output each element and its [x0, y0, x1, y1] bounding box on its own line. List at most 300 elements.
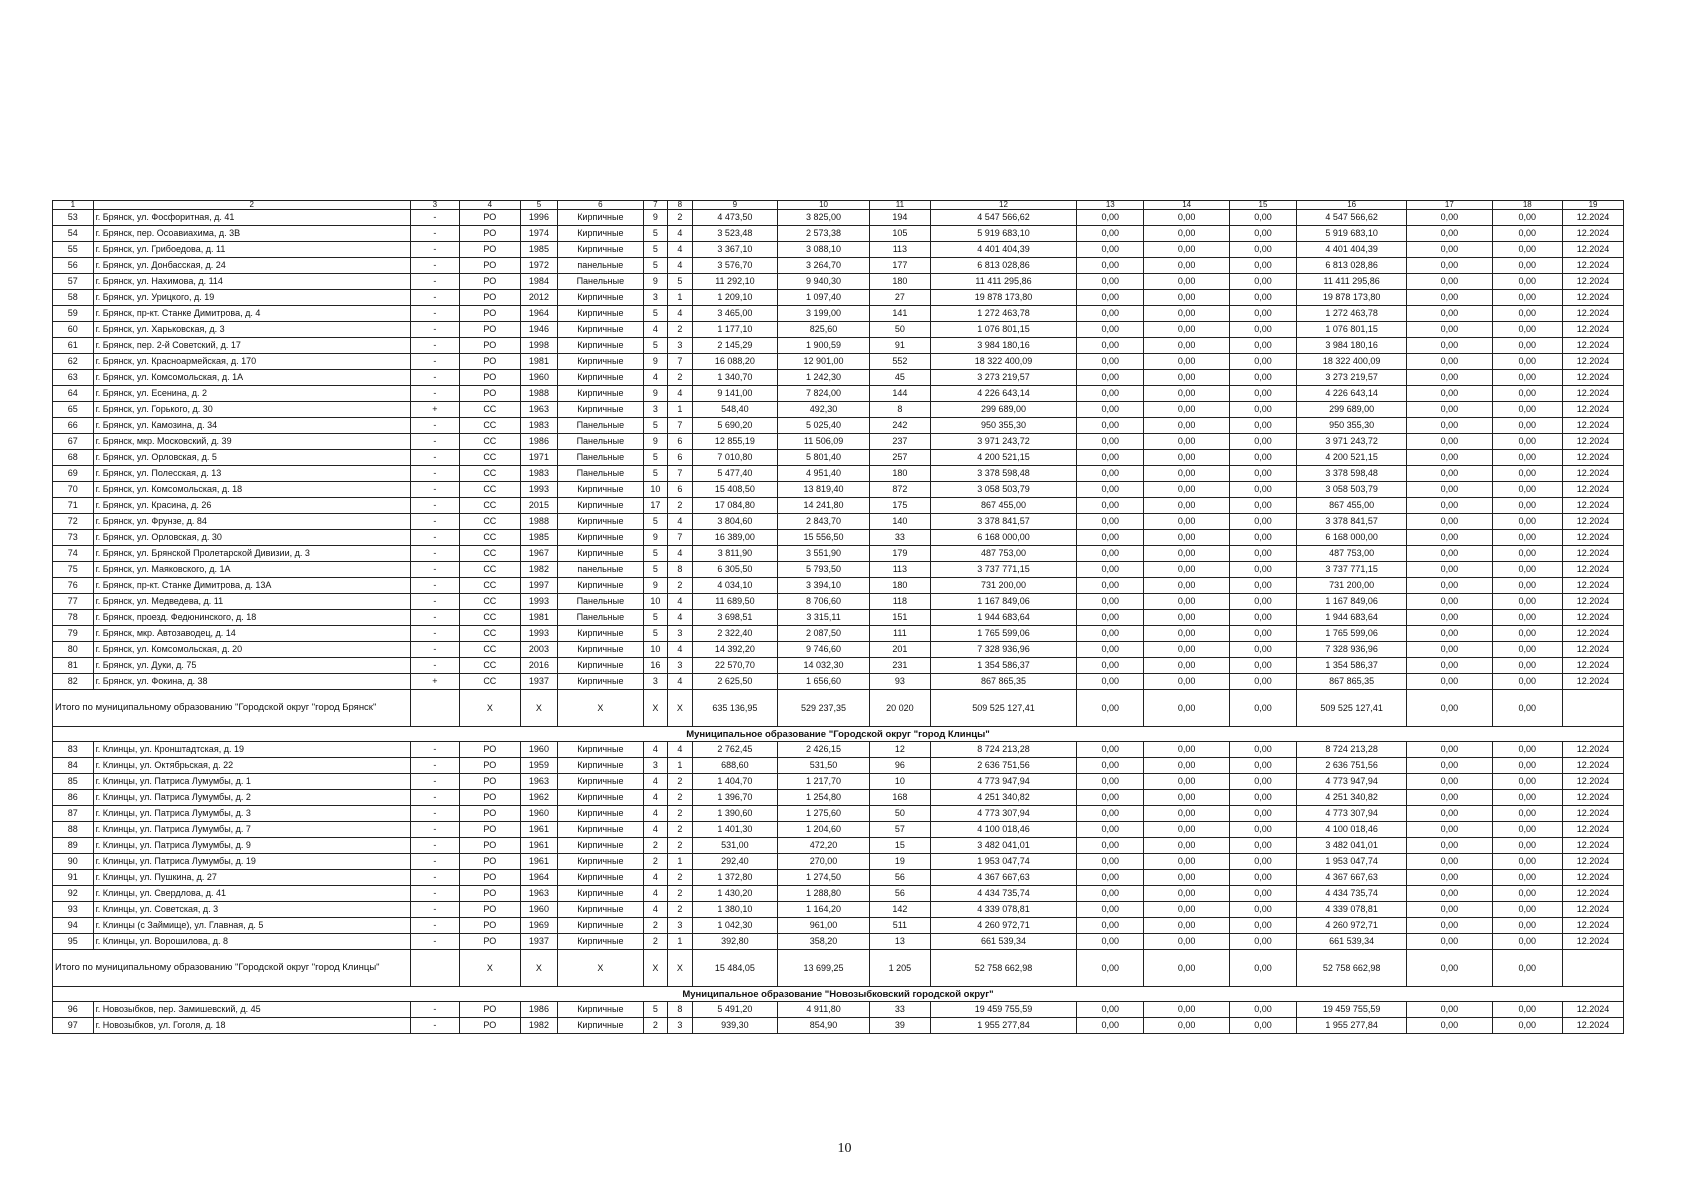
table-cell: 0,00	[1492, 354, 1562, 370]
table-cell: 1 254,80	[778, 790, 870, 806]
table-cell: 3 367,10	[692, 242, 777, 258]
address-cell: г. Клинцы, ул. Октябрьская, д. 22	[93, 758, 410, 774]
table-cell: 0,00	[1077, 546, 1144, 562]
table-cell: 4	[643, 370, 668, 386]
table-cell: 0,00	[1492, 578, 1562, 594]
table-cell: 6	[668, 482, 693, 498]
table-cell: 0,00	[1077, 418, 1144, 434]
table-cell: 0,00	[1229, 402, 1296, 418]
table-cell: 1993	[520, 482, 557, 498]
table-row	[53, 402, 1624, 418]
address-cell: г. Брянск, ул. Нахимова, д. 114	[93, 274, 410, 290]
table-cell: 2003	[520, 642, 557, 658]
table-cell: 118	[869, 594, 930, 610]
table-cell: 3	[668, 338, 693, 354]
table-cell: 0,00	[1144, 674, 1229, 690]
table-cell: -	[410, 822, 459, 838]
address-cell: г. Брянск, ул. Дуки, д. 75	[93, 658, 410, 674]
table-cell: 0,00	[1144, 514, 1229, 530]
table-cell: -	[410, 902, 459, 918]
table-cell: 0,00	[1229, 626, 1296, 642]
table-cell: 0,00	[1229, 498, 1296, 514]
table-cell: РО	[459, 1018, 520, 1034]
table-cell: панельные	[558, 562, 643, 578]
address-cell: г. Брянск, ул. Горького, д. 30	[93, 402, 410, 418]
table-cell: 12.2024	[1563, 578, 1624, 594]
table-cell: 17	[643, 498, 668, 514]
table-cell: 2	[668, 578, 693, 594]
table-cell: 10	[643, 642, 668, 658]
table-cell: 0,00	[1144, 918, 1229, 934]
table-cell: РО	[459, 1002, 520, 1018]
table-cell: 0,00	[1407, 610, 1492, 626]
table-cell: 0,00	[1407, 370, 1492, 386]
address-cell: г. Клинцы, ул. Патриса Лумумбы, д. 9	[93, 838, 410, 854]
table-cell: 0,00	[1077, 514, 1144, 530]
table-cell: 4 100 018,46	[1297, 822, 1407, 838]
table-cell: 0,00	[1229, 918, 1296, 934]
table-cell: 1 272 463,78	[930, 306, 1076, 322]
table-cell: РО	[459, 934, 520, 950]
table-cell: 4 547 566,62	[930, 210, 1076, 226]
table-cell: 4 200 521,15	[1297, 450, 1407, 466]
table-cell: 9	[643, 578, 668, 594]
table-cell: 50	[869, 806, 930, 822]
table-cell: 82	[53, 674, 94, 690]
table-cell: 0,00	[1407, 226, 1492, 242]
table-cell: 3 273 219,57	[930, 370, 1076, 386]
table-cell: 867 455,00	[1297, 498, 1407, 514]
table-cell: 4 951,40	[778, 466, 870, 482]
table-cell: 0,00	[1144, 790, 1229, 806]
table-cell: 12.2024	[1563, 514, 1624, 530]
table-cell: 0,00	[1229, 306, 1296, 322]
table-cell: 180	[869, 466, 930, 482]
total-cell: Х	[459, 690, 520, 727]
address-cell: г. Брянск, пр-кт. Станке Димитрова, д. 4	[93, 306, 410, 322]
table-cell: 5	[643, 226, 668, 242]
column-number-cell: 13	[1077, 201, 1144, 210]
table-cell: 63	[53, 370, 94, 386]
table-cell: 0,00	[1407, 918, 1492, 934]
table-cell: 0,00	[1492, 1018, 1562, 1034]
total-cell: 0,00	[1077, 950, 1144, 987]
table-cell: 0,00	[1407, 1018, 1492, 1034]
table-cell: 0,00	[1407, 530, 1492, 546]
table-cell: 0,00	[1229, 934, 1296, 950]
address-cell: г. Брянск, мкр. Московский, д. 39	[93, 434, 410, 450]
table-cell: 0,00	[1407, 418, 1492, 434]
table-cell: 12.2024	[1563, 210, 1624, 226]
table-cell: 2 636 751,56	[930, 758, 1076, 774]
table-cell: 0,00	[1407, 322, 1492, 338]
total-cell: Х	[643, 690, 668, 727]
table-cell: 0,00	[1407, 758, 1492, 774]
table-cell: 3	[668, 658, 693, 674]
total-cell: Х	[643, 950, 668, 987]
table-cell: 1 401,30	[692, 822, 777, 838]
table-cell: Кирпичные	[558, 806, 643, 822]
table-cell: 1	[668, 758, 693, 774]
address-cell: г. Клинцы, ул. Патриса Лумумбы, д. 2	[93, 790, 410, 806]
table-cell: 4 547 566,62	[1297, 210, 1407, 226]
table-cell: 7	[668, 418, 693, 434]
table-cell: РО	[459, 886, 520, 902]
table-cell: 12.2024	[1563, 274, 1624, 290]
table-cell: -	[410, 1002, 459, 1018]
table-cell: Кирпичные	[558, 402, 643, 418]
table-cell: 12.2024	[1563, 322, 1624, 338]
total-cell: 52 758 662,98	[1297, 950, 1407, 987]
table-cell: 0,00	[1077, 354, 1144, 370]
table-cell: 0,00	[1144, 626, 1229, 642]
total-cell: Х	[668, 690, 693, 727]
table-cell: 299 689,00	[930, 402, 1076, 418]
table-cell: панельные	[558, 258, 643, 274]
table-cell: 1971	[520, 450, 557, 466]
table-row	[53, 758, 1624, 774]
table-cell: 867 865,35	[1297, 674, 1407, 690]
table-cell: -	[410, 530, 459, 546]
table-cell: 0,00	[1492, 658, 1562, 674]
table-cell: 11 506,09	[778, 434, 870, 450]
total-row	[53, 690, 1624, 727]
table-row	[53, 226, 1624, 242]
table-cell: 0,00	[1077, 482, 1144, 498]
table-cell: Кирпичные	[558, 870, 643, 886]
table-cell: 5	[643, 450, 668, 466]
table-cell: 4 339 078,81	[930, 902, 1076, 918]
table-cell: 1964	[520, 870, 557, 886]
column-number-cell: 17	[1407, 201, 1492, 210]
section-header-row	[53, 987, 1624, 1002]
table-cell: 96	[53, 1002, 94, 1018]
table-cell: 19 459 755,59	[930, 1002, 1076, 1018]
table-cell: 3	[668, 626, 693, 642]
table-cell: 9 746,60	[778, 642, 870, 658]
table-cell: 0,00	[1144, 418, 1229, 434]
column-number-row	[53, 201, 1624, 210]
table-cell: 0,00	[1229, 386, 1296, 402]
column-number-cell: 1	[53, 201, 94, 210]
table-cell: 5 919 683,10	[930, 226, 1076, 242]
table-cell: 177	[869, 258, 930, 274]
table-cell: 12.2024	[1563, 934, 1624, 950]
table-cell: 1997	[520, 578, 557, 594]
table-cell: 6 168 000,00	[930, 530, 1076, 546]
table-cell: 83	[53, 742, 94, 758]
table-cell: Кирпичные	[558, 210, 643, 226]
table-cell: 0,00	[1229, 790, 1296, 806]
table-cell: 2	[668, 370, 693, 386]
table-cell: 1 953 047,74	[1297, 854, 1407, 870]
table-cell: 1 217,70	[778, 774, 870, 790]
table-cell: СС	[459, 578, 520, 594]
total-cell	[1563, 690, 1624, 727]
table-cell: 4 401 404,39	[1297, 242, 1407, 258]
table-cell: 0,00	[1229, 854, 1296, 870]
table-cell: 12.2024	[1563, 594, 1624, 610]
table-cell: 1937	[520, 674, 557, 690]
table-cell: 3	[643, 402, 668, 418]
table-cell: 1	[668, 854, 693, 870]
table-cell: 12.2024	[1563, 370, 1624, 386]
table-cell: 10	[869, 774, 930, 790]
table-cell: 1960	[520, 902, 557, 918]
table-cell: 3 551,90	[778, 546, 870, 562]
table-cell: 1993	[520, 594, 557, 610]
table-cell: 661 539,34	[1297, 934, 1407, 950]
table-cell: 0,00	[1144, 290, 1229, 306]
table-cell: 16 088,20	[692, 354, 777, 370]
total-cell: 0,00	[1144, 950, 1229, 987]
table-cell: СС	[459, 658, 520, 674]
table-cell: -	[410, 354, 459, 370]
table-cell: 0,00	[1407, 450, 1492, 466]
section-header-row	[53, 727, 1624, 742]
table-cell: 548,40	[692, 402, 777, 418]
table-cell: РО	[459, 806, 520, 822]
table-cell: -	[410, 322, 459, 338]
table-cell: 0,00	[1492, 274, 1562, 290]
table-cell: 0,00	[1144, 354, 1229, 370]
table-cell: Панельные	[558, 594, 643, 610]
table-cell: Кирпичные	[558, 742, 643, 758]
table-row	[53, 626, 1624, 642]
table-cell: 15	[869, 838, 930, 854]
table-cell: 1 288,80	[778, 886, 870, 902]
table-cell: 62	[53, 354, 94, 370]
table-cell: 1 097,40	[778, 290, 870, 306]
table-cell: 0,00	[1077, 822, 1144, 838]
table-cell: 392,80	[692, 934, 777, 950]
table-cell: 2 145,29	[692, 338, 777, 354]
table-cell: 1937	[520, 934, 557, 950]
address-cell: г. Клинцы, ул. Кронштадтская, д. 19	[93, 742, 410, 758]
column-number-cell: 16	[1297, 201, 1407, 210]
table-cell: СС	[459, 434, 520, 450]
table-cell: 5 793,50	[778, 562, 870, 578]
table-cell: 0,00	[1407, 642, 1492, 658]
table-cell: 12.2024	[1563, 902, 1624, 918]
total-cell: 0,00	[1407, 690, 1492, 727]
table-cell: Кирпичные	[558, 514, 643, 530]
address-cell: г. Брянск, ул. Грибоедова, д. 11	[93, 242, 410, 258]
table-cell: 1988	[520, 386, 557, 402]
table-cell: 4 367 667,63	[930, 870, 1076, 886]
total-cell: 0,00	[1144, 690, 1229, 727]
table-cell: 0,00	[1077, 854, 1144, 870]
table-row	[53, 806, 1624, 822]
table-cell: 1996	[520, 210, 557, 226]
table-cell: СС	[459, 418, 520, 434]
table-cell: РО	[459, 902, 520, 918]
table-cell: 12.2024	[1563, 626, 1624, 642]
table-cell: 7 824,00	[778, 386, 870, 402]
table-cell: Кирпичные	[558, 902, 643, 918]
table-cell: 1 372,80	[692, 870, 777, 886]
table-cell: 68	[53, 450, 94, 466]
table-cell: 39	[869, 1018, 930, 1034]
table-cell: 4	[643, 902, 668, 918]
table-row	[53, 610, 1624, 626]
table-row	[53, 290, 1624, 306]
table-cell: 5 477,40	[692, 466, 777, 482]
table-cell: 0,00	[1077, 370, 1144, 386]
table-cell: 1959	[520, 758, 557, 774]
table-cell: СС	[459, 546, 520, 562]
total-cell: 0,00	[1407, 950, 1492, 987]
table-cell: 12.2024	[1563, 1002, 1624, 1018]
table-cell: 0,00	[1492, 838, 1562, 854]
table-row	[53, 918, 1624, 934]
table-cell: 0,00	[1407, 578, 1492, 594]
table-cell: -	[410, 338, 459, 354]
table-cell: 9	[643, 210, 668, 226]
table-cell: -	[410, 626, 459, 642]
table-cell: 1 765 599,06	[1297, 626, 1407, 642]
table-cell: 19 459 755,59	[1297, 1002, 1407, 1018]
table-cell: 731 200,00	[1297, 578, 1407, 594]
table-cell: 4 434 735,74	[930, 886, 1076, 902]
table-cell: 33	[869, 1002, 930, 1018]
table-cell: 61	[53, 338, 94, 354]
table-cell: 94	[53, 918, 94, 934]
table-cell: 80	[53, 642, 94, 658]
table-cell: 6 168 000,00	[1297, 530, 1407, 546]
table-cell: СС	[459, 642, 520, 658]
table-cell: -	[410, 806, 459, 822]
table-cell: -	[410, 210, 459, 226]
table-cell: 0,00	[1229, 1002, 1296, 1018]
table-cell: 9	[643, 434, 668, 450]
table-cell: 9	[643, 386, 668, 402]
table-cell: 16	[643, 658, 668, 674]
table-cell: 0,00	[1077, 1018, 1144, 1034]
table-cell: 19 878 173,80	[930, 290, 1076, 306]
table-cell: 90	[53, 854, 94, 870]
table-cell: 2	[643, 934, 668, 950]
table-cell: 0,00	[1407, 482, 1492, 498]
table-cell: 0,00	[1077, 790, 1144, 806]
column-number-cell: 11	[869, 201, 930, 210]
table-cell: 12.2024	[1563, 434, 1624, 450]
table-cell: РО	[459, 290, 520, 306]
table-cell: 0,00	[1077, 466, 1144, 482]
table-cell: Панельные	[558, 610, 643, 626]
table-cell: 3 984 180,16	[1297, 338, 1407, 354]
table-cell: 0,00	[1492, 242, 1562, 258]
table-cell: 64	[53, 386, 94, 402]
table-cell: 1 944 683,64	[1297, 610, 1407, 626]
table-cell: 0,00	[1492, 902, 1562, 918]
table-cell: 1961	[520, 838, 557, 854]
table-cell: 93	[53, 902, 94, 918]
address-cell: г. Клинцы, ул. Советская, д. 3	[93, 902, 410, 918]
table-cell: 8 706,60	[778, 594, 870, 610]
table-cell: 0,00	[1144, 402, 1229, 418]
table-cell: 0,00	[1492, 758, 1562, 774]
table-cell: 950 355,30	[1297, 418, 1407, 434]
total-cell: 0,00	[1229, 950, 1296, 987]
table-cell: 0,00	[1407, 386, 1492, 402]
table-cell: 2	[668, 790, 693, 806]
table-cell: 66	[53, 418, 94, 434]
table-cell: -	[410, 870, 459, 886]
address-cell: г. Брянск, ул. Донбасская, д. 24	[93, 258, 410, 274]
table-cell: 0,00	[1229, 258, 1296, 274]
address-cell: г. Брянск, ул. Орловская, д. 30	[93, 530, 410, 546]
table-cell: 0,00	[1407, 354, 1492, 370]
table-cell: 12.2024	[1563, 402, 1624, 418]
table-cell: 9	[643, 530, 668, 546]
table-cell: 12.2024	[1563, 498, 1624, 514]
table-cell: 12.2024	[1563, 658, 1624, 674]
table-cell: 74	[53, 546, 94, 562]
total-cell	[1563, 950, 1624, 987]
table-cell: 3 465,00	[692, 306, 777, 322]
table-cell: Кирпичные	[558, 934, 643, 950]
table-cell: 96	[869, 758, 930, 774]
table-cell: 113	[869, 562, 930, 578]
table-cell: 3 378 841,57	[1297, 514, 1407, 530]
table-cell: 4 226 643,14	[930, 386, 1076, 402]
table-cell: 11 292,10	[692, 274, 777, 290]
table-cell: 1963	[520, 402, 557, 418]
table-cell: 0,00	[1229, 242, 1296, 258]
table-cell: 0,00	[1144, 306, 1229, 322]
table-cell: 4 034,10	[692, 578, 777, 594]
table-cell: СС	[459, 466, 520, 482]
table-cell: 0,00	[1407, 886, 1492, 902]
table-cell: 5 801,40	[778, 450, 870, 466]
table-cell: 2 636 751,56	[1297, 758, 1407, 774]
table-cell: 78	[53, 610, 94, 626]
table-cell: 0,00	[1144, 562, 1229, 578]
table-cell: 3	[643, 758, 668, 774]
table-cell: 0,00	[1229, 758, 1296, 774]
table-cell: 4 251 340,82	[1297, 790, 1407, 806]
table-cell: 4 473,50	[692, 210, 777, 226]
table-cell: 1	[668, 290, 693, 306]
table-cell: Кирпичные	[558, 774, 643, 790]
table-row	[53, 546, 1624, 562]
address-cell: г. Брянск, ул. Медведева, д. 11	[93, 594, 410, 610]
table-cell: 201	[869, 642, 930, 658]
table-cell: 0,00	[1492, 562, 1562, 578]
table-cell: 4	[668, 514, 693, 530]
table-cell: 0,00	[1492, 450, 1562, 466]
table-cell: 0,00	[1229, 546, 1296, 562]
table-cell: 19	[869, 854, 930, 870]
address-cell: г. Брянск, ул. Полесская, д. 13	[93, 466, 410, 482]
table-cell: 0,00	[1077, 386, 1144, 402]
table-cell: 1960	[520, 806, 557, 822]
table-cell: СС	[459, 562, 520, 578]
table-cell: 1 340,70	[692, 370, 777, 386]
table-cell: Кирпичные	[558, 546, 643, 562]
table-row	[53, 306, 1624, 322]
table-row	[53, 822, 1624, 838]
total-cell: 13 699,25	[778, 950, 870, 987]
column-number-cell: 6	[558, 201, 643, 210]
table-cell: 6 813 028,86	[1297, 258, 1407, 274]
table-cell: 0,00	[1229, 742, 1296, 758]
table-row	[53, 934, 1624, 950]
table-cell: 140	[869, 514, 930, 530]
table-cell: 0,00	[1492, 626, 1562, 642]
table-cell: 71	[53, 498, 94, 514]
